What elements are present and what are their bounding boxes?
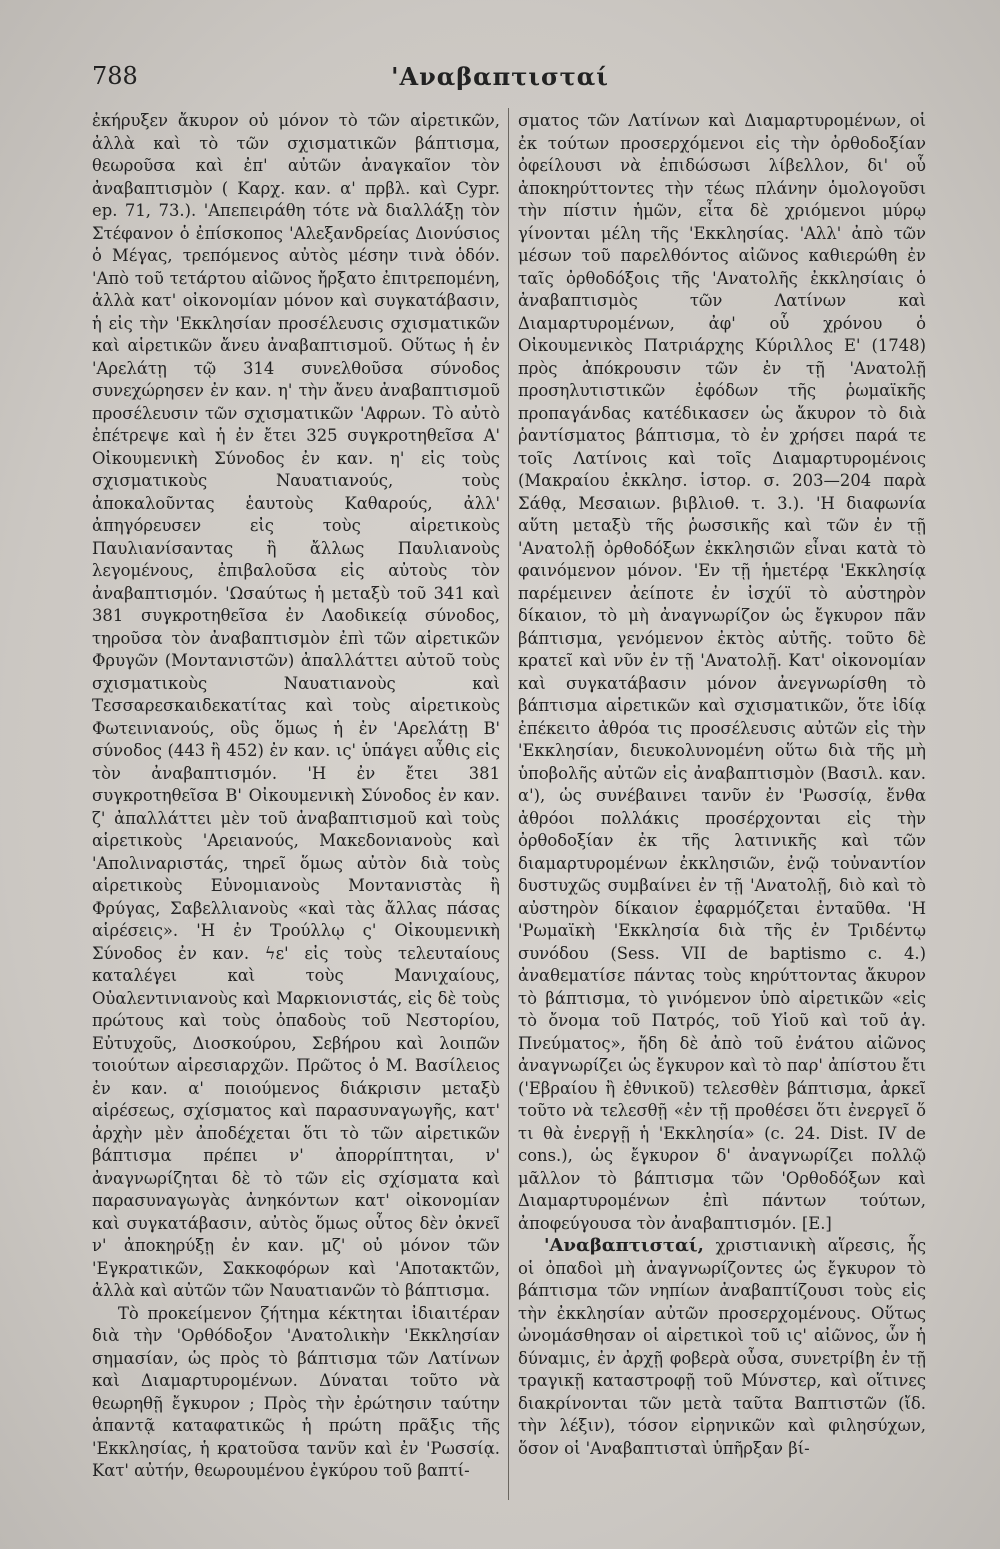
right-column [518,110,926,1500]
left-paragraph-2: Τὸ προκείμενον ζήτημα κέκτηται ἰδιαιτέραν διὰ τὴν 'Ορθόδοξον 'Ανατολικὴν 'Εκκλησίαν σημασίαν, ὡς πρὸς τὸ βάπτισμα τῶν Λατίνων καὶ Διαμαρτυρομένων. Δύναται τοῦτο νὰ θεωρηθῇ ἔγκυρον ; Πρὸς τὴν ἐρώτησιν ταύτην ἀπαντᾷ καταφατικῶς ἡ πρώτη πρᾶξις τῆς 'Εκκλησίας, ἡ κρατοῦσα τανῦν καὶ ἐν 'Ρωσσίᾳ. Κατ' αὐτήν, θεωρουμένου ἐγκύρου τοῦ βαπτί- [92,1303,500,1480]
right-paragraph-1: σματος τῶν Λατίνων καὶ Διαμαρτυρομένων, οἱ ἐκ τούτων προσερχόμενοι εἰς τὴν ὀρθοδοξίαν ὀφείλουσι νὰ ἐπιδώσωσι λίβελλον, δι' οὗ ἀποκηρύττοντες τὴν τέως πλάνην ὁμολογοῦσι τὴν πίστιν ἡμῶν, εἶτα δὲ χριόμενοι μύρῳ γίνονται μέλη τῆς 'Εκκλησίας. 'Αλλ' ἀπὸ τῶν μέσων τοῦ παρελθόντος αἰῶνος καθιερώθη ἐν ταῖς ὀρθοδόξοις τῆς 'Ανατολῆς ἐκκλησίαις ὁ ἀναβαπτισμὸς τῶν Λατίνων καὶ Διαμαρτυρομένων, ἀφ' οὗ χρόνου ὁ Οἰκουμενικὸς Πατριάρχης Κύριλλος Ε' (1748) πρὸς ἀπόκρουσιν τῶν ἐν τῇ 'Ανατολῇ προσηλυτιστικῶν ἐφόδων τῆς ῥωμαϊκῆς προπαγάνδας κατέδικασεν ὡς ἄκυρον τὸ διὰ ῥαντίσματος βάπτισμα, τὸ ἐν χρήσει παρά τε τοῖς Λατίνοις καὶ τοῖς Διαμαρτυρομένοις (Μακραίου ἐκκλησ. ἱστορ. σ. 203—204 παρὰ Σάθᾳ, Μεσαιων. βιβλιοθ. τ. 3.). 'Η διαφωνία αὕτη μεταξὺ τῆς ῥωσσικῆς καὶ τῶν ἐν τῇ 'Ανατολῇ ὀρθοδόξων ἐκκλησιῶν εἶναι κατὰ τὸ φαινόμενον μόνον. 'Εν τῇ ἡμετέρᾳ 'Εκκλησίᾳ παρέμεινεν ἀείποτε ἐν ἰσχύϊ τὸ αὐστηρὸν δίκαιον, τὸ μὴ ἀναγνωρίζον ὡς ἔγκυρον πᾶν βάπτισμα, γενόμενον ἐκτὸς αὐτῆς. τοῦτο δὲ κρατεῖ καὶ νῦν ἐν τῇ 'Ανατολῇ. Κατ' οἰκονομίαν καὶ συγκατάβασιν μόνον ἀνεγνωρίσθη τὸ βάπτισμα αἱρετικῶν καὶ σχισματικῶν, ὅτε ἰδίᾳ ἐπέκειτο ἀθρόα τις προσέλευσις αὐτῶν εἰς τὴν 'Εκκλησίαν, διευκολυνομένη οὕτω διὰ τῆς μὴ ὑποβολῆς αὐτῶν εἰς ἀναβαπτισμὸν (Βασιλ. καν. α'), ὡς συνέβαινει τανῦν ἐν 'Ρωσσίᾳ, ἔνθα ἀθρόοι πολλάκις προσέρχονται εἰς τὴν ὀρθοδοξίαν ἐκ τῆς λατινικῆς καὶ τῶν διαμαρτυρομένων ἐκκλησιῶν, ἐνῷ τοὐναντίον δυστυχῶς συμβαίνει ἐν τῇ 'Ανατολῇ, διὸ καὶ τὸ αὐστηρὸν δίκαιον ἐφαρμόζεται ἐνταῦθα. 'Η 'Ρωμαϊκὴ 'Εκκλησία διὰ τῆς ἐν Τριδέντῳ συνόδου (Sess. VII de baptismo c. 4.) ἀναθεματίσε πάντας τοὺς κηρύττοντας ἄκυρον τὸ βάπτισμα, τὸ γινόμενον ὑπὸ αἱρετικῶν «εἰς τὸ ὄνομα τοῦ Πατρός, τοῦ Υἱοῦ καὶ τοῦ ἁγ. Πνεύματος», ἤδη δὲ ἀπὸ τοῦ ἐνάτου αἰῶνος ἀναγνωρίζει ὡς ἔγκυρον καὶ τὸ παρ' ἀπίστου ἔτι ('Εβραίου ἢ ἐθνικοῦ) τελεσθὲν βάπτισμα, ἀρκεῖ τοῦτο νὰ τελεσθῇ «ἐν τῇ προθέσει ὅτι ἐνεργεῖ ὅ τι θὰ ἐνεργῇ ἡ 'Εκκλησία» (c. 24. Dist. IV de cons.), ὡς ἔγκυρον δ' ἀναγνωρίζει πολλῷ μᾶλλον τὸ βάπτισμα τῶν 'Ορθοδόξων καὶ Διαμαρτυρομένων ἐπὶ πάντων τούτων, ἀποφεύγουσα τὸν ἀναβαπτισμόν. [Ε.] [518,111,926,1233]
page-number: 788 [92,62,138,90]
page-header [92,62,908,96]
entry-text: χριστιανικὴ αἵρεσις, ἧς οἱ ὀπαδοὶ μὴ ἀναγνωρίζοντες ὡς ἔγκυρον τὸ βάπτισμα τῶν νηπίων ἀναβαπτίζουσι τοὺς εἰς τὴν ἐκκλησίαν αὐτῶν προσερχομένους. Οὕτως ὠνομάσθησαν οἱ αἱρετικοὶ τοῦ ις' αἰῶνος, ὧν ἡ δύναμις, ἐν ἀρχῇ φοβερὰ οὖσα, συνετρίβη ἐν τῇ τραγικῇ καταστροφῇ τοῦ Μύνστερ, καὶ οἵτινες διακρίνονται τῶν μετὰ ταῦτα Βαπτιστῶν (ἴδ. τὴν λέξιν), τόσον εἰρηνικῶν καὶ φιλησύχων, ὅσον οἱ 'Αναβαπτισταὶ ὑπῆρξαν βί- [518,1236,926,1458]
column-divider [508,108,509,1500]
right-paragraph-2 [518,1235,926,1460]
entry-headword: 'Αναβαπτισταί, [544,1235,704,1256]
left-paragraph-1: ἐκήρυξεν ἄκυρον οὐ μόνον τὸ τῶν αἱρετικῶν, ἀλλὰ καὶ τὸ τῶν σχισματικῶν βάπτισμα, θεωροῦσα καὶ ἐπ' αὐτῶν ἀναγκαῖον τὸν ἀναβαπτισμὸν ( Καρχ. καν. α' πρβλ. καὶ Cypr. ep. 71, 73.). 'Απεπειράθη τότε νὰ διαλλάξῃ τὸν Στέφανον ὁ ἐπίσκοπος 'Αλεξανδρείας Διονύσιος ὁ Μέγας, τρεπόμενος αὐτὸς μέσην τινὰ ὁδόν. 'Απὸ τοῦ τετάρτου αἰῶνος ἤρξατο ἐπιτρεπομένη, ἀλλὰ κατ' οἰκονομίαν μόνον καὶ συγκατάβασιν, ἡ εἰς τὴν 'Εκκλησίαν προσέλευσις σχισματικῶν καὶ αἱρετικῶν ἄνευ ἀναβαπτισμοῦ. Οὕτως ἡ ἐν 'Αρελάτῃ τῷ 314 συνελθοῦσα σύνοδος συνεχώρησεν ἐν καν. η' τὴν ἄνευ ἀναβαπτισμοῦ προσέλευσιν τῶν σχισματικῶν 'Αφρων. Τὸ αὐτὸ ἐπέτρεψε καὶ ἡ ἐν ἔτει 325 συγκροτηθεῖσα Α' Οἰκουμενικὴ Σύνοδος ἐν καν. η' εἰς τοὺς σχισματικοὺς Ναυατιανούς, τοὺς ἀποκαλοῦντας ἑαυτοὺς Καθαρούς, ἀλλ' ἀπηγόρευσεν εἰς τοὺς αἱρετικοὺς Παυλιανίσαντας ἢ ἄλλως Παυλιανοὺς λεγομένους, ἐπιβαλοῦσα εἰς αὐτοὺς τὸν ἀναβαπτισμόν. 'Ωσαύτως ἡ μεταξὺ τοῦ 341 καὶ 381 συγκροτηθεῖσα ἐν Λαοδικείᾳ σύνοδος, τηροῦσα τὸν ἀναβαπτισμὸν ἐπὶ τῶν αἱρετικῶν Φρυγῶν (Μοντανιστῶν) ἀπαλλάττει αὐτοῦ τοὺς σχισματικοὺς Ναυατιανοὺς καὶ Τεσσαρεσκαιδεκατίτας καὶ τοὺς αἱρετικοὺς Φωτεινιανούς, οὓς ὅμως ἡ ἐν 'Αρελάτῃ Β' σύνοδος (443 ἢ 452) ἐν καν. ις' ὑπάγει αὖθις εἰς τὸν ἀναβαπτισμόν. 'Η ἐν ἔτει 381 συγκροτηθεῖσα Β' Οἰκουμενικὴ Σύνοδος ἐν καν. ζ' ἀπαλλάττει μὲν τοῦ ἀναβαπτισμοῦ καὶ τοὺς αἱρετικοὺς 'Αρειανούς, Μακεδονιανοὺς καὶ 'Απολιναριστάς, τηρεῖ ὅμως αὐτὸν διὰ τοὺς αἱρετικοὺς Εὐνομιανοὺς Μοντανιστὰς ἢ Φρύγας, Σαβελλιανοὺς «καὶ τὰς ἄλλας πάσας αἱρέσεις». 'Η ἐν Τρούλλῳ ς' Οἰκουμενικὴ Σύνοδος ἐν καν. ϟε' εἰς τοὺς τελευταίους καταλέγει καὶ τοὺς Μανιχαίους, Οὐαλεντινιανοὺς καὶ Μαρκιονιστάς, εἰς δὲ τοὺς πρώτους καὶ τοὺς ὀπαδοὺς τοῦ Νεστορίου, Εὐτυχοῦς, Διοσκούρου, Σεβήρου καὶ λοιπῶν τοιούτων αἱρεσιαρχῶν. Πρῶτος ὁ Μ. Βασίλειος ἐν καν. α' ποιούμενος διάκρισιν μεταξὺ αἱρέσεως, σχίσματος καὶ παρασυναγωγῆς, κατ' ἀρχὴν μὲν ἀποδέχεται ὅτι τὸ τῶν αἱρετικῶν βάπτισμα πρέπει ν' ἀπορρίπτηται, ν' ἀναγνωρίζηται δὲ τὸ τῶν εἰς σχίσματα καὶ παρασυναγωγὰς ἀνηκόντων κατ' οἰκονομίαν καὶ συγκατάβασιν, αὐτὸς ὅμως οὗτος δὲν ὀκνεῖ ν' ἀποκηρύξῃ ἐν καν. μζ' οὐ μόνον τῶν 'Εγκρατικῶν, Σακκοφόρων καὶ 'Αποτακτῶν, ἀλλὰ καὶ αὐτῶν τῶν Ναυατιανῶν τὸ βάπτισμα. [92,111,500,1300]
running-title: 'Αναβαπτισταί [391,62,609,91]
left-column [92,110,500,1500]
